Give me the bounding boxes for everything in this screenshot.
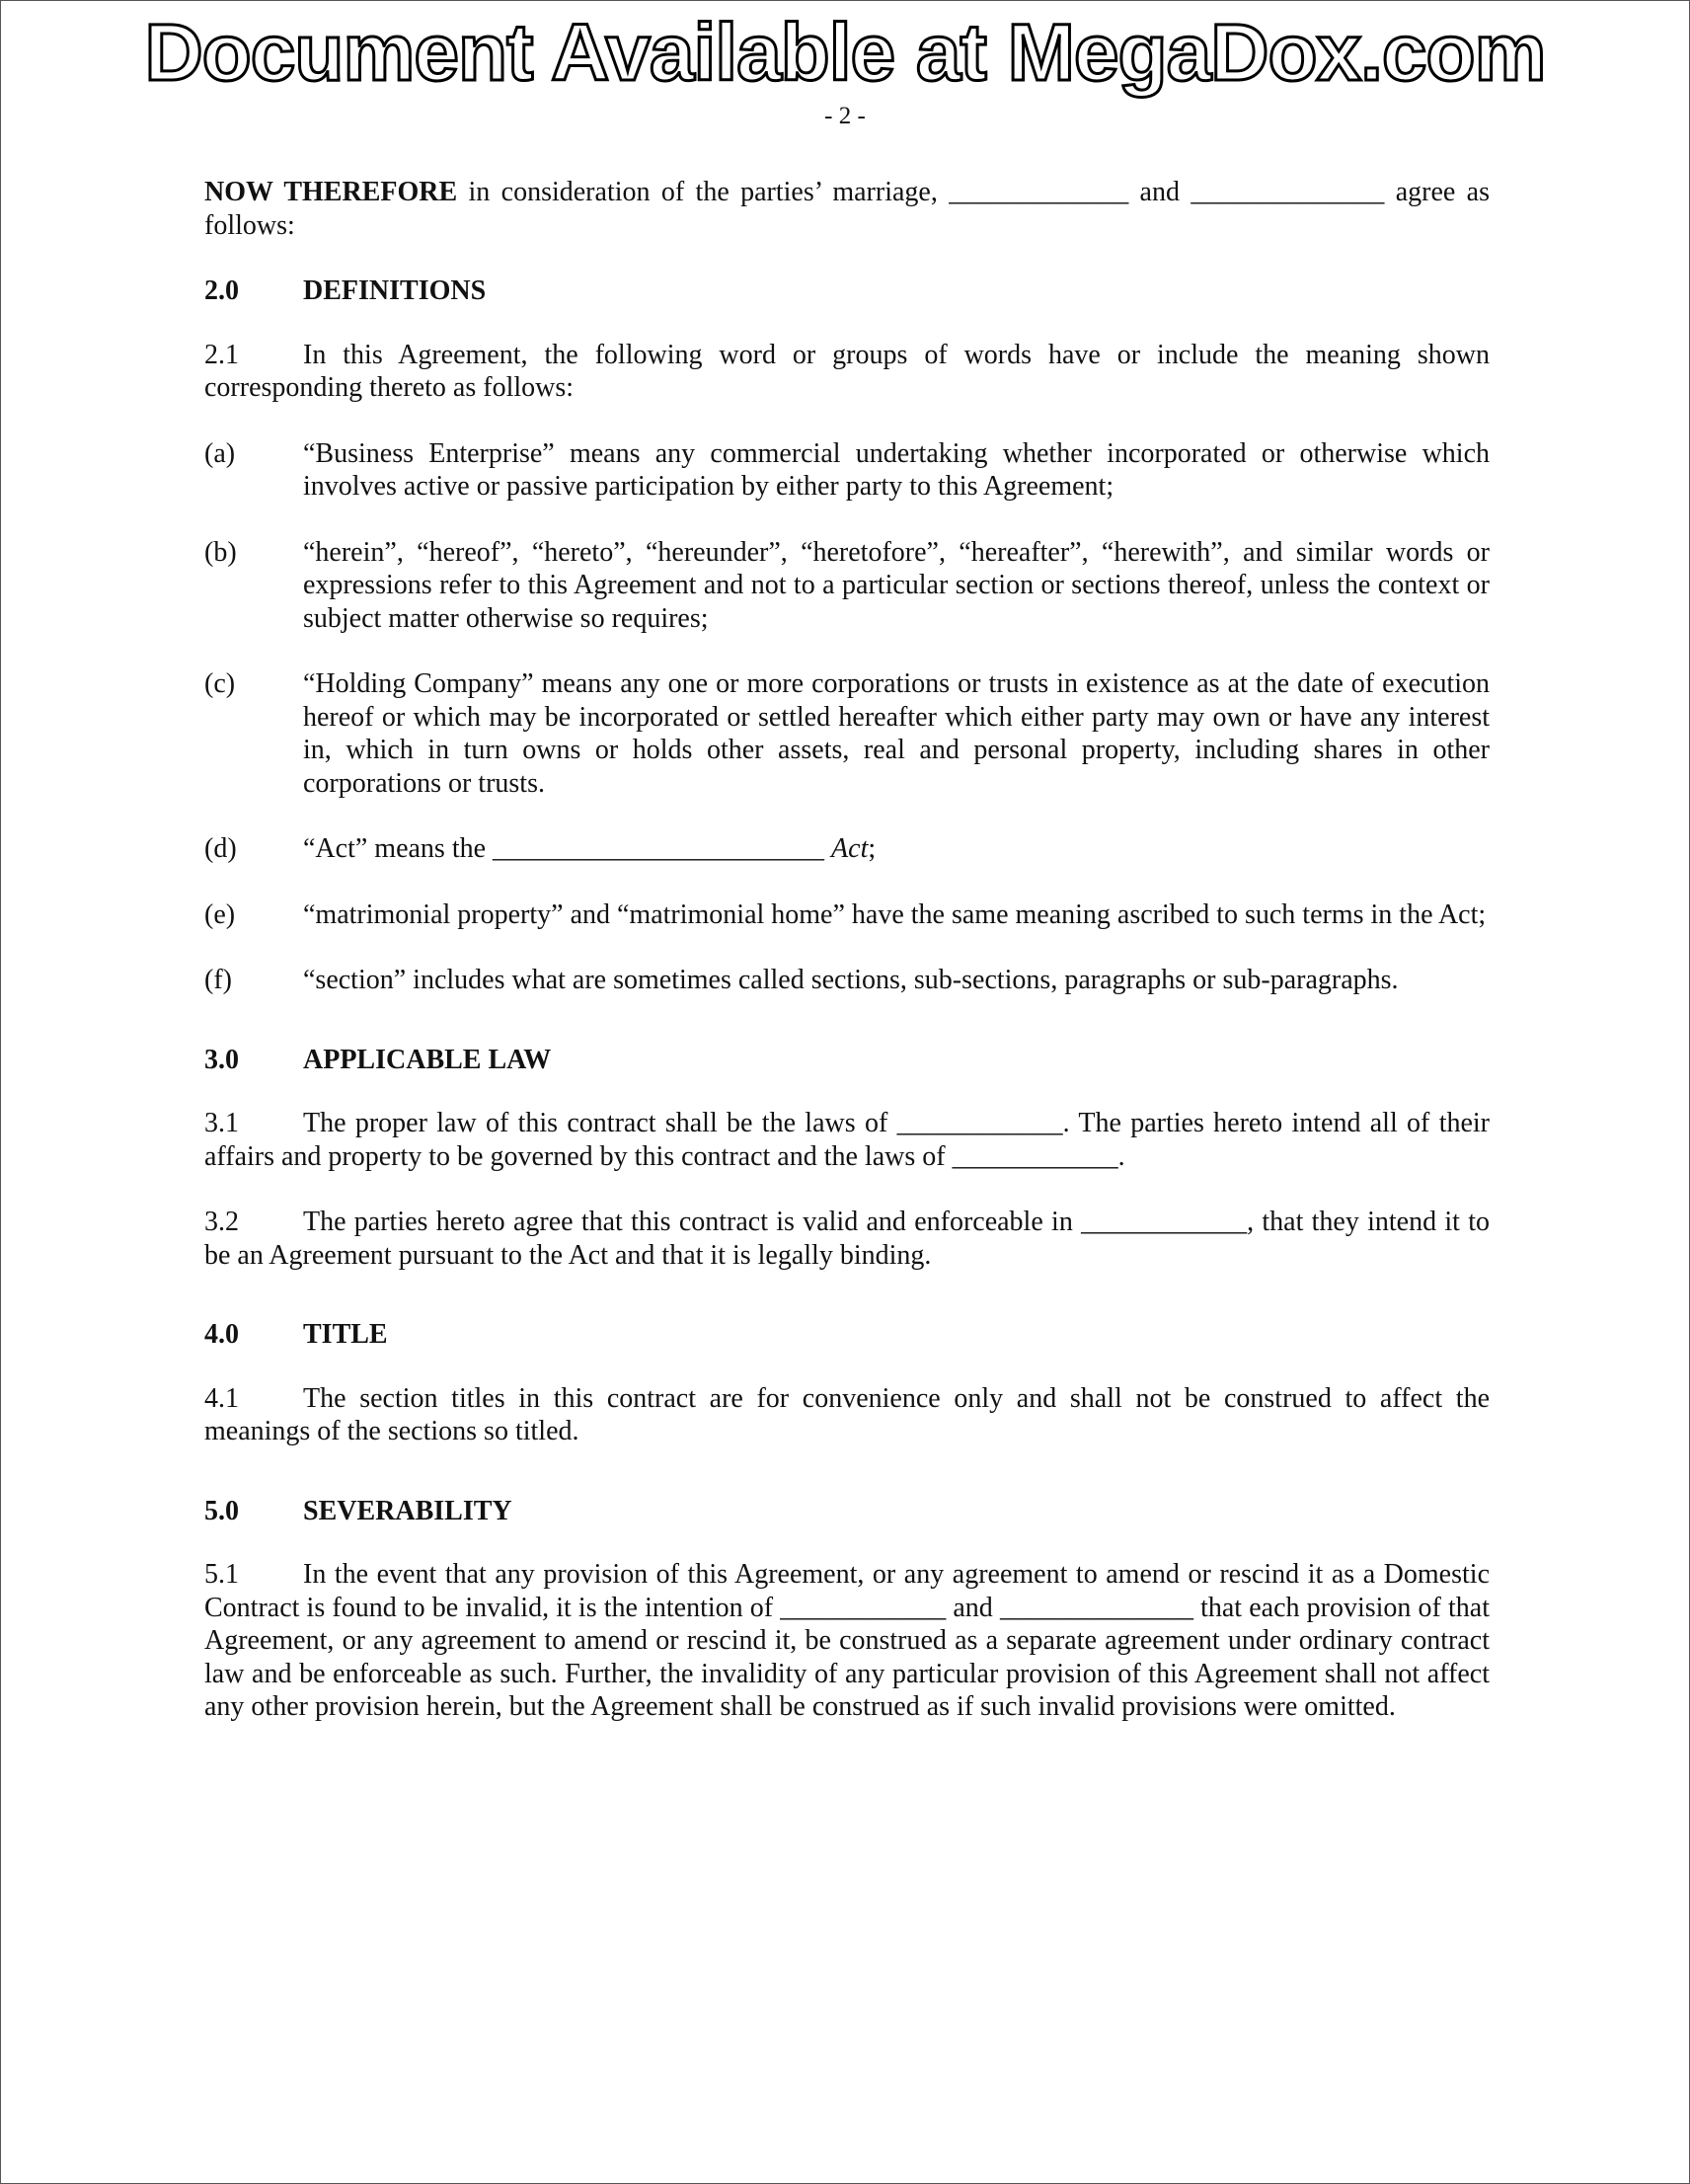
clause-text: The parties hereto agree that this contract is valid and enforceable in ____________, that they intend it to be an Agreement pursuant to the Act and that it is legally binding. bbox=[204, 1207, 1490, 1271]
item-label: (a) bbox=[204, 437, 236, 469]
section-title: TITLE bbox=[303, 1319, 388, 1350]
item-label: (e) bbox=[204, 898, 236, 930]
clause-text: In this Agreement, the following word or groups of words have or include the meaning shown corresponding thereto as follows: bbox=[204, 339, 1490, 403]
clause-number: 3.1 bbox=[204, 1108, 239, 1138]
intro-bold: NOW THEREFORE bbox=[204, 177, 458, 207]
section-number: 4.0 bbox=[204, 1319, 239, 1350]
clause-text: The proper law of this contract shall be the laws of ____________. The parties hereto intend all of their affairs and property to be governed by this contract and the laws of ____________. bbox=[204, 1108, 1490, 1172]
clause-number: 4.1 bbox=[204, 1382, 239, 1414]
section-heading-applicable-law bbox=[204, 1044, 1490, 1077]
list-item bbox=[204, 898, 1490, 932]
list-item bbox=[204, 437, 1490, 504]
item-text: “Holding Company” means any one or more corporations or trusts in existence as at the date of execution hereof or which may be incorporated or settled hereafter which either party may own or have any interest in, which in turn owns or holds other assets, real and personal property, including shares in other corporations or trusts. bbox=[303, 668, 1490, 799]
clause-text: The section titles in this contract are for convenience only and shall not be construed to affect the meanings of the sections so titled. bbox=[204, 1382, 1490, 1446]
act-italic: Act bbox=[831, 833, 869, 864]
item-text: “section” includes what are sometimes called sections, sub-sections, paragraphs or sub-paragraphs. bbox=[303, 965, 1399, 995]
clause-number: 3.2 bbox=[204, 1207, 239, 1237]
item-text-act bbox=[303, 832, 1490, 866]
list-item bbox=[204, 536, 1490, 636]
list-item bbox=[204, 667, 1490, 800]
item-text: “Business Enterprise” means any commercial undertaking whether incorporated or otherwise which involves active or passive participation by either party to this Agreement; bbox=[303, 437, 1490, 502]
section-heading-title bbox=[204, 1318, 1490, 1352]
clause-3-2 bbox=[204, 1206, 1490, 1272]
section-title: APPLICABLE LAW bbox=[303, 1044, 552, 1075]
item-label: (b) bbox=[204, 536, 237, 568]
section-title: DEFINITIONS bbox=[303, 275, 487, 306]
clause-4-1 bbox=[204, 1382, 1490, 1448]
list-item bbox=[204, 832, 1490, 866]
clause-2-1 bbox=[204, 339, 1490, 405]
item-label: (f) bbox=[204, 965, 232, 995]
item-label: (c) bbox=[204, 668, 236, 699]
clause-5-1 bbox=[204, 1558, 1490, 1724]
clause-number: 5.1 bbox=[204, 1559, 239, 1590]
clause-3-1 bbox=[204, 1107, 1490, 1173]
section-number: 5.0 bbox=[204, 1495, 239, 1526]
section-heading-severability bbox=[204, 1495, 1490, 1528]
section-title: SEVERABILITY bbox=[303, 1495, 512, 1526]
item-text: “matrimonial property” and “matrimonial home” have the same meaning ascribed to such terms in the Act; bbox=[303, 898, 1487, 930]
item-text: “Act” means the ________________________ bbox=[303, 833, 825, 864]
page-number: - 2 - bbox=[824, 103, 866, 129]
list-item bbox=[204, 964, 1490, 997]
section-number: 3.0 bbox=[204, 1044, 239, 1075]
section-number: 2.0 bbox=[204, 275, 239, 306]
item-tail: ; bbox=[868, 833, 877, 864]
item-label: (d) bbox=[204, 833, 237, 864]
document-body bbox=[204, 176, 1490, 1756]
clause-number: 2.1 bbox=[204, 339, 239, 370]
watermark-banner: Document Available at MegaDox.com bbox=[144, 8, 1546, 98]
intro-paragraph bbox=[204, 176, 1490, 242]
clause-text: In the event that any provision of this Agreement, or any agreement to amend or rescind it as a Domestic Contract is found to be invalid, it is the intention of ____________ and ______________ that each provision of that Agreement, or any agreement to amend or rescind it, be construed as a separate agreement under ordinary contract law and be enforceable as such. Further, the invalidity of any particular provision of this Agreement shall not affect any other provision herein, but the Agreement shall be construed as if such invalid provisions were omitted. bbox=[204, 1559, 1490, 1722]
definition-list bbox=[204, 437, 1490, 997]
intro-text: in consideration of the parties’ marriage, _____________ and ______________ agree as follows: bbox=[204, 177, 1490, 241]
section-heading-definitions bbox=[204, 274, 1490, 308]
item-text: “herein”, “hereof”, “hereto”, “hereunder”, “heretofore”, “hereafter”, “herewith”, and similar words or expressions refer to this Agreement and not to a particular section or sections thereof, unless the context or subject matter otherwise so requires; bbox=[303, 536, 1490, 634]
